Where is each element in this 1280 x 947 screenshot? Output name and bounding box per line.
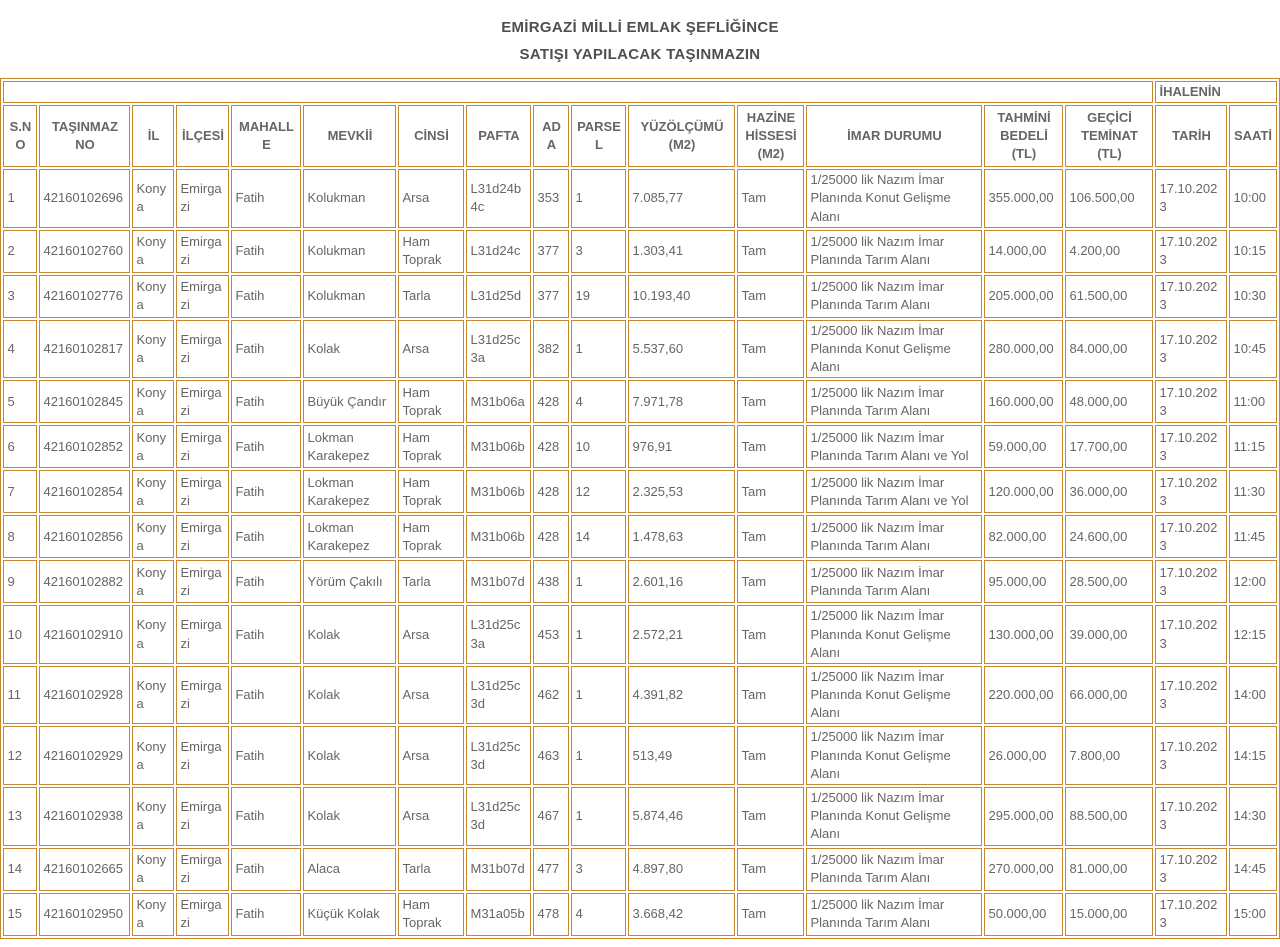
cell-ilcesi: Emirgazi [176,893,229,936]
cell-pafta: L31d25c3d [466,666,531,725]
cell-yuzolcumu: 1.478,63 [628,515,735,558]
cell-yuzolcumu: 10.193,40 [628,275,735,318]
cell-imar-durumu: 1/25000 lik Nazım İmar Planında Tarım Alanı ve Yol [806,470,982,513]
cell-pafta: L31d25c3d [466,726,531,785]
cell-il: Konya [132,425,174,468]
cell-ilcesi: Emirgazi [176,726,229,785]
cell-hazine-hissesi: Tam [737,893,804,936]
table-row [3,230,1276,273]
table-row [3,470,1276,513]
cell-il: Konya [132,560,174,603]
cell-tahmini-bedeli: 295.000,00 [984,787,1063,846]
cell-tahmini-bedeli: 26.000,00 [984,726,1063,785]
table-row [3,893,1276,936]
cell-ada: 453 [533,605,569,664]
cell-mevkii: Kolak [303,726,396,785]
cell-cinsi: Arsa [398,605,464,664]
cell-ada: 477 [533,848,569,891]
cell-saati: 14:45 [1229,848,1276,891]
cell-il: Konya [132,666,174,725]
cell-cinsi: Ham Toprak [398,380,464,423]
cell-mahalle: Fatih [231,425,301,468]
cell-mevkii: Lokman Karakepez [303,470,396,513]
cell-mevkii: Büyük Çandır [303,380,396,423]
cell-pafta: L31d24c [466,230,531,273]
column-header-tasinmaz-no: TAŞINMAZ NO [39,105,130,167]
cell-sno: 1 [3,169,37,228]
cell-ilcesi: Emirgazi [176,666,229,725]
cell-pafta: M31b06b [466,425,531,468]
cell-ilcesi: Emirgazi [176,787,229,846]
cell-mahalle: Fatih [231,726,301,785]
cell-tahmini-bedeli: 220.000,00 [984,666,1063,725]
cell-ilcesi: Emirgazi [176,380,229,423]
cell-mahalle: Fatih [231,893,301,936]
cell-cinsi: Tarla [398,560,464,603]
column-header-mahalle: MAHALLE [231,105,301,167]
table-row [3,169,1276,228]
column-header-ada: ADA [533,105,569,167]
cell-hazine-hissesi: Tam [737,380,804,423]
column-header-saati: SAATİ [1229,105,1276,167]
cell-saati: 10:15 [1229,230,1276,273]
column-header-mevkii: MEVKİİ [303,105,396,167]
cell-hazine-hissesi: Tam [737,320,804,379]
cell-hazine-hissesi: Tam [737,169,804,228]
cell-cinsi: Tarla [398,275,464,318]
cell-gecici-teminat: 36.000,00 [1065,470,1153,513]
cell-pafta: M31b06b [466,515,531,558]
cell-tarih: 17.10.2023 [1155,848,1227,891]
cell-mevkii: Alaca [303,848,396,891]
cell-imar-durumu: 1/25000 lik Nazım İmar Planında Konut Gelişme Alanı [806,787,982,846]
table-body [3,169,1276,935]
cell-parsel: 10 [571,425,626,468]
cell-tarih: 17.10.2023 [1155,605,1227,664]
page-title-line-1: EMİRGAZİ MİLLİ EMLAK ŞEFLİĞİNCE [501,19,779,36]
cell-mevkii: Kolak [303,605,396,664]
cell-sno: 5 [3,380,37,423]
cell-ilcesi: Emirgazi [176,560,229,603]
cell-tasinmaz-no: 42160102938 [39,787,130,846]
cell-mahalle: Fatih [231,380,301,423]
cell-ada: 428 [533,425,569,468]
column-header-sno: S.NO [3,105,37,167]
cell-tasinmaz-no: 42160102852 [39,425,130,468]
cell-cinsi: Arsa [398,787,464,846]
cell-ada: 382 [533,320,569,379]
cell-il: Konya [132,893,174,936]
cell-sno: 15 [3,893,37,936]
cell-imar-durumu: 1/25000 lik Nazım İmar Planında Konut Gelişme Alanı [806,666,982,725]
cell-parsel: 1 [571,560,626,603]
cell-pafta: L31d25c3a [466,605,531,664]
cell-imar-durumu: 1/25000 lik Nazım İmar Planında Konut Gelişme Alanı [806,169,982,228]
cell-imar-durumu: 1/25000 lik Nazım İmar Planında Tarım Alanı [806,275,982,318]
cell-yuzolcumu: 2.601,16 [628,560,735,603]
cell-tarih: 17.10.2023 [1155,380,1227,423]
cell-sno: 10 [3,605,37,664]
cell-mahalle: Fatih [231,320,301,379]
cell-hazine-hissesi: Tam [737,425,804,468]
cell-parsel: 1 [571,605,626,664]
table-row [3,275,1276,318]
column-header-gecici-teminat: GEÇİCİ TEMİNAT (TL) [1065,105,1153,167]
cell-il: Konya [132,726,174,785]
cell-gecici-teminat: 7.800,00 [1065,726,1153,785]
cell-il: Konya [132,515,174,558]
cell-tasinmaz-no: 42160102776 [39,275,130,318]
column-header-row [3,105,1276,167]
cell-ada: 428 [533,470,569,513]
cell-parsel: 1 [571,787,626,846]
cell-mahalle: Fatih [231,848,301,891]
cell-sno: 6 [3,425,37,468]
cell-hazine-hissesi: Tam [737,605,804,664]
cell-il: Konya [132,380,174,423]
cell-gecici-teminat: 28.500,00 [1065,560,1153,603]
table-row [3,666,1276,725]
cell-il: Konya [132,605,174,664]
cell-ilcesi: Emirgazi [176,515,229,558]
cell-ada: 467 [533,787,569,846]
cell-tahmini-bedeli: 95.000,00 [984,560,1063,603]
cell-gecici-teminat: 48.000,00 [1065,380,1153,423]
cell-parsel: 3 [571,230,626,273]
cell-tarih: 17.10.2023 [1155,560,1227,603]
column-header-parsel: PARSEL [571,105,626,167]
cell-ilcesi: Emirgazi [176,605,229,664]
cell-mevkii: Lokman Karakepez [303,425,396,468]
table-row [3,605,1276,664]
cell-ada: 463 [533,726,569,785]
cell-mahalle: Fatih [231,666,301,725]
cell-saati: 10:30 [1229,275,1276,318]
cell-saati: 15:00 [1229,893,1276,936]
cell-cinsi: Ham Toprak [398,425,464,468]
cell-pafta: M31b06b [466,470,531,513]
cell-mevkii: Kolak [303,320,396,379]
cell-yuzolcumu: 4.391,82 [628,666,735,725]
cell-imar-durumu: 1/25000 lik Nazım İmar Planında Tarım Alanı [806,848,982,891]
cell-pafta: M31b07d [466,560,531,603]
cell-tahmini-bedeli: 59.000,00 [984,425,1063,468]
cell-tarih: 17.10.2023 [1155,893,1227,936]
cell-mevkii: Kolak [303,666,396,725]
cell-tasinmaz-no: 42160102910 [39,605,130,664]
cell-gecici-teminat: 17.700,00 [1065,425,1153,468]
cell-mahalle: Fatih [231,169,301,228]
cell-ada: 428 [533,515,569,558]
cell-sno: 7 [3,470,37,513]
table-row [3,320,1276,379]
cell-imar-durumu: 1/25000 lik Nazım İmar Planında Konut Gelişme Alanı [806,605,982,664]
table-row [3,425,1276,468]
cell-imar-durumu: 1/25000 lik Nazım İmar Planında Konut Gelişme Alanı [806,320,982,379]
cell-saati: 12:00 [1229,560,1276,603]
cell-tahmini-bedeli: 14.000,00 [984,230,1063,273]
cell-ilcesi: Emirgazi [176,470,229,513]
group-header-row [3,81,1276,103]
cell-saati: 11:45 [1229,515,1276,558]
cell-ilcesi: Emirgazi [176,320,229,379]
cell-yuzolcumu: 2.572,21 [628,605,735,664]
cell-ilcesi: Emirgazi [176,230,229,273]
cell-imar-durumu: 1/25000 lik Nazım İmar Planında Tarım Alanı [806,893,982,936]
cell-yuzolcumu: 7.085,77 [628,169,735,228]
cell-tasinmaz-no: 42160102696 [39,169,130,228]
cell-ilcesi: Emirgazi [176,169,229,228]
cell-tasinmaz-no: 42160102665 [39,848,130,891]
cell-sno: 14 [3,848,37,891]
cell-tahmini-bedeli: 355.000,00 [984,169,1063,228]
group-header-ihalenin: İHALENİN [1155,81,1276,103]
cell-tasinmaz-no: 42160102845 [39,380,130,423]
cell-gecici-teminat: 81.000,00 [1065,848,1153,891]
cell-tarih: 17.10.2023 [1155,320,1227,379]
cell-yuzolcumu: 5.874,46 [628,787,735,846]
cell-sno: 12 [3,726,37,785]
cell-tahmini-bedeli: 130.000,00 [984,605,1063,664]
cell-ada: 438 [533,560,569,603]
cell-hazine-hissesi: Tam [737,515,804,558]
cell-gecici-teminat: 39.000,00 [1065,605,1153,664]
cell-mahalle: Fatih [231,787,301,846]
cell-tasinmaz-no: 42160102817 [39,320,130,379]
cell-yuzolcumu: 5.537,60 [628,320,735,379]
cell-tarih: 17.10.2023 [1155,275,1227,318]
cell-tarih: 17.10.2023 [1155,787,1227,846]
table-row [3,380,1276,423]
column-header-imar-durumu: İMAR DURUMU [806,105,982,167]
cell-tasinmaz-no: 42160102856 [39,515,130,558]
cell-cinsi: Arsa [398,666,464,725]
cell-tarih: 17.10.2023 [1155,169,1227,228]
cell-tahmini-bedeli: 160.000,00 [984,380,1063,423]
cell-imar-durumu: 1/25000 lik Nazım İmar Planında Konut Gelişme Alanı [806,726,982,785]
cell-hazine-hissesi: Tam [737,560,804,603]
cell-gecici-teminat: 24.600,00 [1065,515,1153,558]
cell-ada: 353 [533,169,569,228]
cell-tarih: 17.10.2023 [1155,470,1227,513]
cell-mevkii: Kolukman [303,275,396,318]
cell-imar-durumu: 1/25000 lik Nazım İmar Planında Tarım Alanı [806,515,982,558]
cell-tahmini-bedeli: 120.000,00 [984,470,1063,513]
cell-imar-durumu: 1/25000 lik Nazım İmar Planında Tarım Alanı [806,230,982,273]
cell-parsel: 19 [571,275,626,318]
cell-parsel: 1 [571,726,626,785]
cell-il: Konya [132,169,174,228]
cell-il: Konya [132,230,174,273]
cell-mahalle: Fatih [231,605,301,664]
cell-pafta: M31b07d [466,848,531,891]
cell-mahalle: Fatih [231,275,301,318]
cell-imar-durumu: 1/25000 lik Nazım İmar Planında Tarım Alanı [806,560,982,603]
cell-cinsi: Arsa [398,169,464,228]
cell-imar-durumu: 1/25000 lik Nazım İmar Planında Tarım Alanı [806,380,982,423]
cell-saati: 14:30 [1229,787,1276,846]
cell-mevkii: Kolak [303,787,396,846]
cell-parsel: 1 [571,169,626,228]
cell-yuzolcumu: 1.303,41 [628,230,735,273]
cell-tasinmaz-no: 42160102928 [39,666,130,725]
cell-il: Konya [132,470,174,513]
cell-hazine-hissesi: Tam [737,230,804,273]
table-row [3,726,1276,785]
cell-ada: 428 [533,380,569,423]
cell-gecici-teminat: 106.500,00 [1065,169,1153,228]
cell-ada: 377 [533,230,569,273]
cell-hazine-hissesi: Tam [737,726,804,785]
cell-tasinmaz-no: 42160102929 [39,726,130,785]
cell-cinsi: Arsa [398,726,464,785]
cell-tahmini-bedeli: 280.000,00 [984,320,1063,379]
auction-listing-table [0,78,1279,939]
column-header-tarih: TARİH [1155,105,1227,167]
cell-hazine-hissesi: Tam [737,787,804,846]
cell-ilcesi: Emirgazi [176,275,229,318]
cell-sno: 2 [3,230,37,273]
cell-imar-durumu: 1/25000 lik Nazım İmar Planında Tarım Alanı ve Yol [806,425,982,468]
cell-yuzolcumu: 2.325,53 [628,470,735,513]
cell-pafta: L31d25d [466,275,531,318]
cell-saati: 14:15 [1229,726,1276,785]
cell-mahalle: Fatih [231,470,301,513]
column-header-hazine-hissesi: HAZİNE HİSSESİ (M2) [737,105,804,167]
cell-ada: 377 [533,275,569,318]
cell-ilcesi: Emirgazi [176,848,229,891]
cell-pafta: L31d25c3d [466,787,531,846]
cell-cinsi: Arsa [398,320,464,379]
cell-yuzolcumu: 7.971,78 [628,380,735,423]
cell-saati: 11:15 [1229,425,1276,468]
cell-gecici-teminat: 84.000,00 [1065,320,1153,379]
cell-saati: 10:00 [1229,169,1276,228]
table-row [3,848,1276,891]
cell-mevkii: Küçük Kolak [303,893,396,936]
cell-ada: 462 [533,666,569,725]
cell-tasinmaz-no: 42160102882 [39,560,130,603]
table-row [3,787,1276,846]
cell-parsel: 4 [571,380,626,423]
cell-tarih: 17.10.2023 [1155,230,1227,273]
cell-gecici-teminat: 4.200,00 [1065,230,1153,273]
cell-sno: 13 [3,787,37,846]
cell-gecici-teminat: 61.500,00 [1065,275,1153,318]
cell-cinsi: Ham Toprak [398,470,464,513]
cell-tarih: 17.10.2023 [1155,515,1227,558]
page-title [0,0,1280,78]
cell-sno: 11 [3,666,37,725]
cell-sno: 3 [3,275,37,318]
cell-parsel: 4 [571,893,626,936]
column-header-tahmini-bedeli: TAHMİNİ BEDELİ (TL) [984,105,1063,167]
cell-yuzolcumu: 4.897,80 [628,848,735,891]
cell-cinsi: Ham Toprak [398,230,464,273]
cell-tarih: 17.10.2023 [1155,425,1227,468]
cell-cinsi: Ham Toprak [398,515,464,558]
cell-parsel: 1 [571,666,626,725]
cell-il: Konya [132,787,174,846]
cell-hazine-hissesi: Tam [737,470,804,513]
cell-yuzolcumu: 976,91 [628,425,735,468]
cell-pafta: M31b06a [466,380,531,423]
cell-gecici-teminat: 66.000,00 [1065,666,1153,725]
cell-hazine-hissesi: Tam [737,275,804,318]
cell-mevkii: Kolukman [303,169,396,228]
cell-pafta: L31d24b4c [466,169,531,228]
cell-hazine-hissesi: Tam [737,666,804,725]
cell-parsel: 14 [571,515,626,558]
cell-tahmini-bedeli: 50.000,00 [984,893,1063,936]
column-header-cinsi: CİNSİ [398,105,464,167]
cell-gecici-teminat: 88.500,00 [1065,787,1153,846]
cell-gecici-teminat: 15.000,00 [1065,893,1153,936]
cell-il: Konya [132,275,174,318]
cell-tasinmaz-no: 42160102950 [39,893,130,936]
table-row [3,515,1276,558]
cell-tarih: 17.10.2023 [1155,726,1227,785]
cell-mahalle: Fatih [231,515,301,558]
cell-sno: 4 [3,320,37,379]
cell-yuzolcumu: 513,49 [628,726,735,785]
cell-tahmini-bedeli: 82.000,00 [984,515,1063,558]
page-title-line-2: SATIŞI YAPILACAK TAŞINMAZIN [519,46,761,63]
cell-cinsi: Ham Toprak [398,893,464,936]
cell-sno: 8 [3,515,37,558]
cell-saati: 10:45 [1229,320,1276,379]
cell-il: Konya [132,848,174,891]
cell-parsel: 3 [571,848,626,891]
column-header-ilcesi: İLÇESİ [176,105,229,167]
cell-sno: 9 [3,560,37,603]
cell-tarih: 17.10.2023 [1155,666,1227,725]
column-header-pafta: PAFTA [466,105,531,167]
cell-mahalle: Fatih [231,230,301,273]
cell-ada: 478 [533,893,569,936]
cell-yuzolcumu: 3.668,42 [628,893,735,936]
cell-tasinmaz-no: 42160102854 [39,470,130,513]
cell-cinsi: Tarla [398,848,464,891]
group-header-spacer [3,81,1153,103]
cell-saati: 11:30 [1229,470,1276,513]
cell-parsel: 12 [571,470,626,513]
column-header-yuzolcumu: YÜZÖLÇÜMÜ (M2) [628,105,735,167]
cell-tasinmaz-no: 42160102760 [39,230,130,273]
cell-tahmini-bedeli: 205.000,00 [984,275,1063,318]
cell-saati: 14:00 [1229,666,1276,725]
column-header-il: İL [132,105,174,167]
cell-mevkii: Yörüm Çakılı [303,560,396,603]
cell-mevkii: Lokman Karakepez [303,515,396,558]
cell-mevkii: Kolukman [303,230,396,273]
cell-ilcesi: Emirgazi [176,425,229,468]
cell-il: Konya [132,320,174,379]
cell-saati: 12:15 [1229,605,1276,664]
cell-hazine-hissesi: Tam [737,848,804,891]
cell-tahmini-bedeli: 270.000,00 [984,848,1063,891]
cell-pafta: L31d25c3a [466,320,531,379]
cell-mahalle: Fatih [231,560,301,603]
cell-pafta: M31a05b [466,893,531,936]
cell-parsel: 1 [571,320,626,379]
table-row [3,560,1276,603]
cell-saati: 11:00 [1229,380,1276,423]
